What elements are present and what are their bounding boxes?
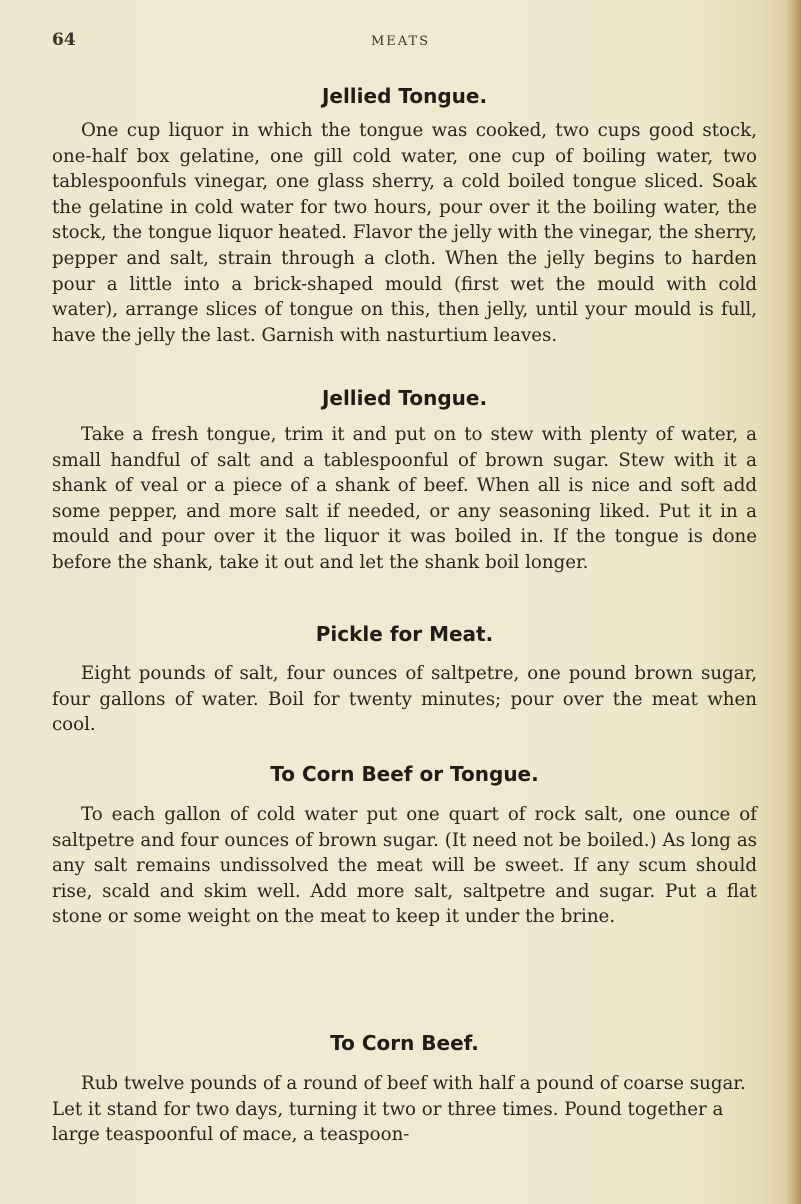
recipe-text: To each gallon of cold water put one quart of rock salt, one ounce of saltpetre and four ounces of brown sugar. (It need not be boiled.) As long as any salt remains undissolved the meat will be sweet. If any scum should rise, scald and skim well. Add more salt, saltpetre and sugar. Put a flat stone or some weight on the meat to keep it under the brine.	[52, 804, 757, 928]
recipe-text: Take a fresh tongue, trim it and put on to stew with plenty of water, a small handful of salt and a tablespoonful of brown sugar. Stew with it a shank of veal or a piece of a shank of beef. When all is nice and soft add some pepper, and more salt if needed, or any seasoning liked. Put it in a mould and pour over it the liquor it was boiled in. If the tongue is done before the shank, take it out and let the shank boil longer.	[52, 424, 757, 573]
page-number: 64	[52, 30, 76, 50]
recipe-title: Jellied Tongue.	[321, 84, 488, 108]
running-head: MEATS	[370, 34, 431, 49]
recipe-jellied-tongue-1	[52, 84, 757, 348]
recipe-title: To Corn Beef.	[330, 1031, 479, 1055]
page-edge-shadow	[785, 0, 801, 1204]
recipe-title: Jellied Tongue.	[321, 386, 488, 410]
recipe-title: Pickle for Meat.	[315, 622, 494, 646]
recipe-to-corn-beef	[52, 1031, 757, 1148]
recipe-jellied-tongue-2	[52, 386, 757, 576]
recipe-pickle-for-meat	[52, 622, 757, 738]
recipe-to-corn-beef-or-tongue	[52, 762, 757, 930]
recipe-title: To Corn Beef or Tongue.	[270, 762, 539, 786]
recipe-text: One cup liquor in which the tongue was cooked, two cups good stock, one-half box gelatine, one gill cold water, one cup of boiling water, two tablespoonfuls vinegar, one glass sherry, a cold boiled tongue sliced. Soak the gelatine in cold water for two hours, pour over it the boiling water, the stock, the tongue liquor heated. Flavor the jelly with the vinegar, the sherry, pepper and salt, strain through a cloth. When the jelly begins to harden pour a little into a brick-shaped mould (first wet the mould with cold water), arrange slices of tongue on this, then jelly, until your mould is full, have the jelly the last. Garnish with nasturtium leaves.	[52, 120, 757, 346]
recipe-text: Rub twelve pounds of a round of beef with half a pound of coarse sugar. Let it stand for two days, turning it two or three times. Pound together a large teaspoonful of mace, a teaspoon-	[52, 1073, 746, 1146]
recipe-text: Eight pounds of salt, four ounces of saltpetre, one pound brown sugar, four gallons of water. Boil for twenty minutes; pour over the meat when cool.	[52, 663, 757, 736]
